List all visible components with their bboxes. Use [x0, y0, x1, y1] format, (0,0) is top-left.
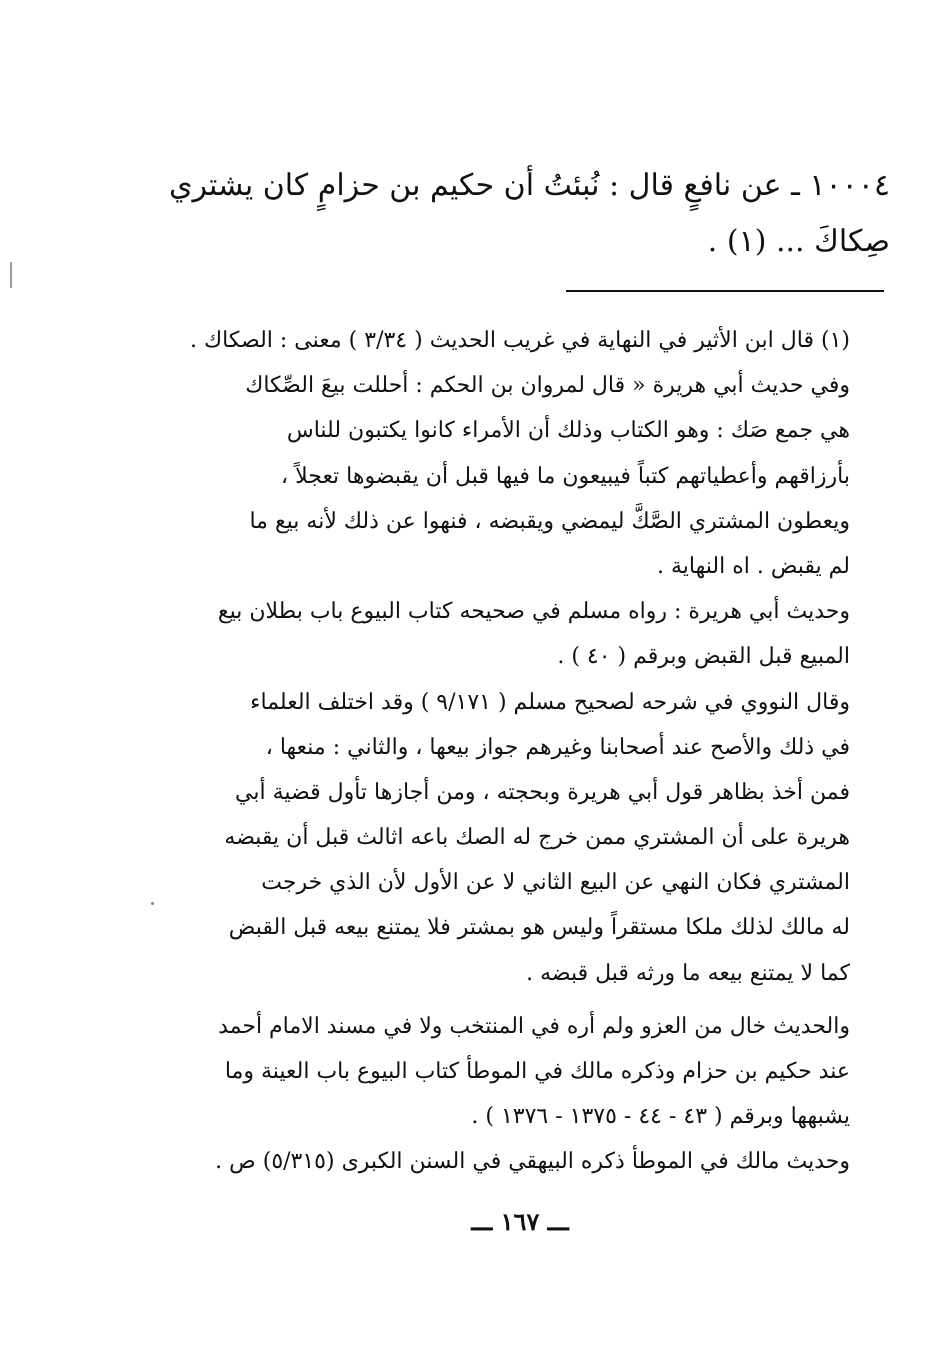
footnote-line: المبيع قبل القبض وبرقم ( ٤٠ ) .	[557, 644, 850, 670]
footnote-line: وحديث مالك في الموطأ ذكره البيهقي في السنن الكبرى (٥/٣١٥) ص .	[215, 1149, 850, 1175]
footnote-line: لم يقبض . اه النهاية .	[657, 553, 850, 579]
footnote-line: بأرزاقهم وأعطياتهم كتباً فيبيعون ما فيها قبل أن يقبضوها تعجلاً ،	[281, 463, 850, 489]
footnote-line: وحديث أبي هريرة : رواه مسلم في صحيحه كتاب البيوع باب بطلان بيع	[217, 599, 850, 625]
page-number: ـــ ١٦٧ ـــ	[471, 1207, 569, 1236]
footnote-line: له مالك لذلك ملكا مستقراً وليس هو بمشتر فلا يمتنع بيعه قبل القبض	[228, 915, 850, 941]
footnote-line: كما لا يمتنع بيعه ما ورثه قبل قبضه .	[526, 960, 850, 986]
hadith-text	[150, 158, 890, 270]
footnote-line: والحديث خال من العزو ولم أره في المنتخب ولا في مسند الامام أحمد	[218, 1013, 850, 1039]
scan-speck	[151, 902, 154, 905]
footnote-line: في ذلك والأصح عند أصحابنا وغيرهم جواز بيعها ، والثاني : منعها ،	[265, 734, 850, 760]
footnote-line: فمن أخذ بظاهر قول أبي هريرة وبحجته ، ومن أجازها تأول قضية أبي	[235, 779, 850, 805]
hadith-line: صِكاكَ ... (١) .	[707, 224, 890, 259]
footnote-line: المشتري فكان النهي عن البيع الثاني لا عن الأول لأن الذي خرجت	[261, 870, 850, 896]
margin-mark	[10, 262, 12, 288]
footnote-line: وقال النووي في شرحه لصحيح مسلم ( ٩/١٧١ ) وقد اختلف العلماء	[250, 689, 850, 715]
hadith-line: ١٠٠٠٤ ـ عن نافعٍ قال : نُبئتُ أن حكيم بن حزامٍ كان يشتري	[169, 168, 890, 203]
footnote-divider	[566, 290, 884, 292]
footnote-line: (١) قال ابن الأثير في النهاية في غريب الحديث ( ٣/٣٤ ) معنى : الصكاك .	[190, 328, 850, 353]
footnote-line: عند حكيم بن حزام وذكره مالك في الموطأ كتاب البيوع باب العينة وما	[224, 1059, 850, 1084]
footnote-line: هي جمع صَك : وهو الكتاب وذلك أن الأمراء كانوا يكتبون للناس	[286, 418, 850, 444]
footnote-line: هريرة على أن المشتري ممن خرج له الصك باعه اثالث قبل أن يقبضه	[224, 825, 850, 851]
footnote-line: يشبهها وبرقم ( ٤٣ - ٤٤ - ١٣٧٥ - ١٣٧٦ ) .	[471, 1104, 850, 1130]
footnote-line: وفي حديث أبي هريرة « قال لمروان بن الحكم : أحللت بيعَ الصِّكاك	[245, 373, 850, 399]
footnotes	[150, 318, 850, 1185]
footnote-line: ويعطون المشتري الصَّكَّ ليمضي ويقبضه ، فنهوا عن ذلك لأنه بيع ما	[249, 508, 850, 534]
